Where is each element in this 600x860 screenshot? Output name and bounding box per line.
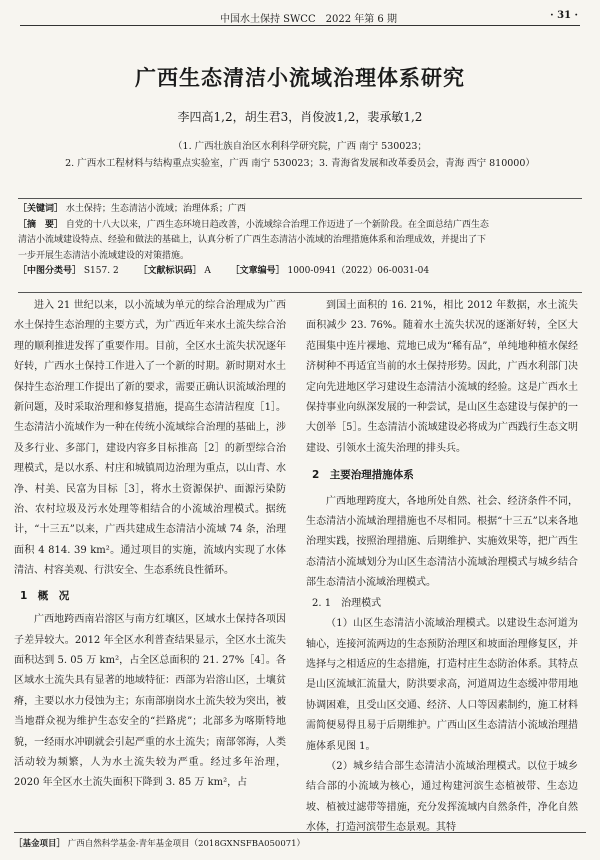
keywords-text: 水土保持；生态清洁小流域；治理体系；广西 xyxy=(65,204,246,214)
fund-label: ［基金项目］ xyxy=(14,839,66,849)
body-paragraph: （2）城乡结合部生态清洁小流域治理模式。以位于城乡结合部的小流域为核心，通过构建河滨生态植被带、生态边坡、植被过滤带等措施，充分发挥流域内自然条件，净化自然水体，打造河滨带生态景观。其特 xyxy=(306,760,578,834)
body-paragraph: 广西地理跨度大，各地所处自然、社会、经济条件不同，生态清洁小流域治理措施也不尽相同。根据“十三五”以来各地治理实践，按照治理措施、后期维护、实施效果等，把广西生态清洁小流域划分为山区生态清洁小流域治理模式与城乡结合部生态清洁小流域治理模式。 xyxy=(306,495,578,589)
affiliation-line: 2. 广西水工程材料与结构重点实验室，广西 南宁 530023；3. 青海省发展和改革委员会，青海 西宁 810000） xyxy=(65,158,535,169)
fund-text: 广西自然科学基金-青年基金项目（2018GXNSFBA050071） xyxy=(67,839,306,849)
abstract-block xyxy=(18,202,582,292)
divider xyxy=(18,292,582,293)
divider xyxy=(18,198,582,199)
left-column xyxy=(14,296,286,826)
abstract-line: 一步开展生态清洁小流域建设的对策措施。 xyxy=(18,250,190,261)
affiliations xyxy=(14,138,586,172)
fund-footnote xyxy=(14,832,586,849)
page-number: · 31 · xyxy=(550,10,578,21)
body-paragraph: （1）山区生态清洁小流域治理模式。以建设生态河道为轴心，连接河流两边的生态预防治理区和坡面治理修复区，并选择与之相适应的生态措施，打造村庄生态防治体系。其特点是山区流域汇流量大，防洪要求高，河道周边生态缓冲带用地协调困难，且受山区交通、经济、人口等因素制约，施工材料需简便易得且易于后期维护。广西山区生态清洁小流域治理措施体系见图 1。 xyxy=(306,618,578,752)
clc-value: S157. 2 xyxy=(83,266,119,276)
doc-code-label: ［文献标识码］ xyxy=(138,266,202,276)
subsection-heading: 2. 1 治理模式 xyxy=(312,597,382,609)
right-column xyxy=(306,296,578,844)
keywords-label: ［关键词］ xyxy=(18,204,64,214)
journal-info: 中国水土保持 SWCC 2022 年第 6 期 xyxy=(220,14,397,25)
abstract-line: 自党的十八大以来，广西生态环境日趋改善，小流域综合治理工作迈进了一个新阶段。在全面总结广西生态 xyxy=(65,219,489,230)
section-heading: 2 主要治理措施体系 xyxy=(312,469,414,482)
abstract-line: 清洁小流域建设特点、经验和做法的基础上，认真分析了广西生态清洁小流域的治理措施体系和治理成效，并提出了下 xyxy=(18,235,487,245)
article-no-label: ［文章编号］ xyxy=(230,266,285,276)
body-paragraph: 进入 21 世纪以来，以小流域为单元的综合治理成为广西水土保持生态治理的主要方式，为广西近年来水土流失综合治理的顺利推进发挥了重要作用。目前，全区水土流失状况逐年好转，广西水土保持工作进入了一个新的时期。新时期对水土保持生态治理工作提出了新的要求，需要正确认识流域治理的新问题，及时采取治理和修复措施，提高生态清洁程度［1］。生态清洁小流域作为一种在传统小流域综合治理的基础上，涉及多行业、多部门，建设内容多目标推高［2］的新型综合治理模式，是以水系、村庄和城镇周边治理为重点，以山青、水净、村美、民富为目标［3］，将水土资源保护、面源污染防治、农村垃圾及污水处理等相结合的小流域治理模式。据统计，“十三五”以来，广西共建成生态清洁小流域 74 条，治理面积 4 814. 39 km²。通过项目的实施，流域内实现了水体清洁、村容美观、行洪安全、生态系统良性循环。 xyxy=(14,300,286,577)
article-no-value: 1000-0941（2022）06-0031-04 xyxy=(287,266,430,276)
doc-code-value: A xyxy=(204,266,211,276)
section-heading: 1 概 况 xyxy=(20,589,70,602)
clc-label: ［中图分类号］ xyxy=(18,266,82,276)
page-title: 广西生态清洁小流域治理体系研究 xyxy=(135,65,465,90)
body-paragraph: 到国土面积的 16. 21%，相比 2012 年数据，水土流失面积减少 23. 76%。随着水土流失状况的逐渐好转，全区大范围集中连片裸地、荒地已成为“稀有品”，单纯地种植水保经济树种不再适宜当前的水土保持形势。因此，广西水利部门决定向先进地区学习建设生态清洁小流域的经验。这是广西水土保持事业向纵深发展的一种尝试，是山区生态建设与保护的一大创举［5］。生态清洁小流域建设必将成为广西践行生态文明建设、引领水土流失治理的排头兵。 xyxy=(306,300,578,454)
affiliation-line: （1. 广西壮族自治区水利科学研究院，广西 南宁 530023； xyxy=(173,141,427,152)
body-paragraph: 广西地跨西南岩溶区与南方红壤区，区域水土保持各项因子差异较大。2012 年全区水利普查结果显示，全区水土流失面积达到 5. 05 万 km²，占全区总面积的 21. 27%［4］。各区域水土流失具有显著的地域特征：西部为岩溶山区，土壤贫瘠，主要以水力侵蚀为主；东南部崩岗水土流失较为突出，被当地群众视为维护生态安全的“拦路虎”；北部多为喀斯特地貌，一经雨水冲刷就会引起严重的水土流失；南部邻海，人类活动较为频繁，人为水土流失较为严重。经过多年治理，2020 年全区水土流失面积下降到 3. 85 万 km²，占 xyxy=(14,614,286,789)
running-header xyxy=(20,8,580,26)
abstract-label: ［摘 要］ xyxy=(18,219,64,230)
author-list: 李四高1,2，胡生君3，肖俊波1,2，裴承敏1,2 xyxy=(177,110,423,124)
